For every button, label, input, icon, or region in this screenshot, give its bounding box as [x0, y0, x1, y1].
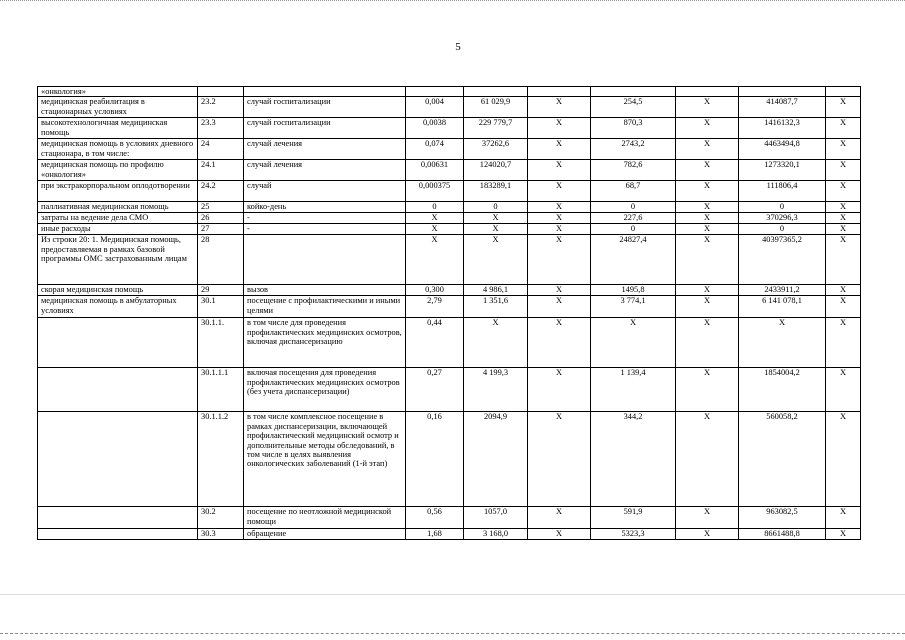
value-cell-7: X — [826, 160, 861, 181]
value-cell-7: X — [826, 181, 861, 202]
value-cell-7 — [826, 87, 861, 97]
value-cell-5: X — [676, 412, 739, 507]
row-unit-cell: случай госпитализации — [244, 97, 406, 118]
value-cell-4: 782,6 — [591, 160, 676, 181]
value-cell-2 — [464, 87, 528, 97]
table-row — [38, 202, 861, 213]
value-cell-5: X — [676, 202, 739, 213]
value-cell-2: X — [464, 213, 528, 224]
row-code-cell: 23.3 — [198, 118, 244, 139]
value-cell-4: 344,2 — [591, 412, 676, 507]
row-name-cell: медицинская реабилитация в стационарных условиях — [38, 97, 198, 118]
value-cell-6: 2433911,2 — [739, 285, 826, 296]
value-cell-2: 183289,1 — [464, 181, 528, 202]
value-cell-6: 414087,7 — [739, 97, 826, 118]
row-unit-cell: посещение с профилактическими и иными целями — [244, 296, 406, 318]
row-name-cell: медицинская помощь в условиях дневного стационара, в том числе: — [38, 139, 198, 160]
value-cell-3: X — [528, 318, 591, 368]
table-row — [38, 368, 861, 412]
value-cell-6: 4463494,8 — [739, 139, 826, 160]
value-cell-6: X — [739, 318, 826, 368]
value-cell-6: 963082,5 — [739, 507, 826, 529]
value-cell-1: 0,0038 — [406, 118, 464, 139]
value-cell-1: 0,00631 — [406, 160, 464, 181]
row-unit-cell: включая посещения для проведения профилактических медицинских осмотров (без учета диспансеризации) — [244, 368, 406, 412]
value-cell-2: 37262,6 — [464, 139, 528, 160]
value-cell-5: X — [676, 318, 739, 368]
value-cell-3: X — [528, 412, 591, 507]
value-cell-3 — [528, 87, 591, 97]
value-cell-4: 1 139,4 — [591, 368, 676, 412]
value-cell-1: 0,074 — [406, 139, 464, 160]
row-unit-cell: - — [244, 224, 406, 235]
value-cell-3: X — [528, 139, 591, 160]
value-cell-4: 0 — [591, 224, 676, 235]
value-cell-4: 1495,8 — [591, 285, 676, 296]
row-unit-cell — [244, 87, 406, 97]
row-unit-cell: посещение по неотложной медицинской помощи — [244, 507, 406, 529]
table-row — [38, 160, 861, 181]
row-code-cell: 30.1.1.1 — [198, 368, 244, 412]
row-name-cell: медицинская помощь в амбулаторных условиях — [38, 296, 198, 318]
row-unit-cell: - — [244, 213, 406, 224]
row-unit-cell: случай госпитализации — [244, 118, 406, 139]
financial-norms-table — [37, 86, 861, 540]
value-cell-4: X — [591, 318, 676, 368]
value-cell-3: X — [528, 181, 591, 202]
value-cell-3: X — [528, 368, 591, 412]
value-cell-4: 870,3 — [591, 118, 676, 139]
row-unit-cell: в том числе для проведения профилактических медицинских осмотров, включая диспансеризацию — [244, 318, 406, 368]
value-cell-2: X — [464, 224, 528, 235]
value-cell-7: X — [826, 529, 861, 540]
value-cell-7: X — [826, 235, 861, 285]
value-cell-6: 40397365,2 — [739, 235, 826, 285]
value-cell-5: X — [676, 529, 739, 540]
value-cell-7: X — [826, 318, 861, 368]
value-cell-2: 4 199,3 — [464, 368, 528, 412]
row-code-cell: 24 — [198, 139, 244, 160]
value-cell-5: X — [676, 296, 739, 318]
row-unit-cell: койко-день — [244, 202, 406, 213]
table-row — [38, 412, 861, 507]
row-unit-cell — [244, 235, 406, 285]
value-cell-2: X — [464, 318, 528, 368]
value-cell-6: 1854004,2 — [739, 368, 826, 412]
row-code-cell: 29 — [198, 285, 244, 296]
value-cell-1: 0,27 — [406, 368, 464, 412]
row-unit-cell: обращение — [244, 529, 406, 540]
row-name-cell — [38, 507, 198, 529]
value-cell-5: X — [676, 160, 739, 181]
value-cell-3: X — [528, 202, 591, 213]
row-code-cell: 30.1.1. — [198, 318, 244, 368]
page-footer-divider — [0, 594, 905, 595]
value-cell-4 — [591, 87, 676, 97]
row-name-cell — [38, 529, 198, 540]
value-cell-5: X — [676, 118, 739, 139]
value-cell-6: 0 — [739, 224, 826, 235]
row-name-cell — [38, 318, 198, 368]
value-cell-5: X — [676, 285, 739, 296]
value-cell-2: 4 986,1 — [464, 285, 528, 296]
row-code-cell: 30.1.1.2 — [198, 412, 244, 507]
value-cell-7: X — [826, 412, 861, 507]
value-cell-5: X — [676, 235, 739, 285]
table-row — [38, 118, 861, 139]
value-cell-2: 124020,7 — [464, 160, 528, 181]
value-cell-4: 68,7 — [591, 181, 676, 202]
row-name-cell: при экстракорпоральном оплодотворении — [38, 181, 198, 202]
row-name-cell: «онкология» — [38, 87, 198, 97]
row-unit-cell: в том числе комплексное посещение в рамках диспансеризации, включающей профилактический медицинский осмотр и дополнительные методы обследований, в том числе в целях выявления онкологических заболеваний (1-й этап) — [244, 412, 406, 507]
value-cell-2: 0 — [464, 202, 528, 213]
value-cell-1: 0,16 — [406, 412, 464, 507]
table-row — [38, 507, 861, 529]
value-cell-5: X — [676, 213, 739, 224]
value-cell-7: X — [826, 139, 861, 160]
value-cell-1: 1,68 — [406, 529, 464, 540]
value-cell-5 — [676, 87, 739, 97]
value-cell-7: X — [826, 507, 861, 529]
value-cell-7: X — [826, 368, 861, 412]
value-cell-4: 5323,3 — [591, 529, 676, 540]
value-cell-1: 0,56 — [406, 507, 464, 529]
value-cell-3: X — [528, 224, 591, 235]
value-cell-5: X — [676, 181, 739, 202]
value-cell-1: X — [406, 224, 464, 235]
value-cell-2: 1057,0 — [464, 507, 528, 529]
value-cell-3: X — [528, 285, 591, 296]
value-cell-7: X — [826, 213, 861, 224]
row-code-cell: 28 — [198, 235, 244, 285]
value-cell-5: X — [676, 224, 739, 235]
row-code-cell — [198, 87, 244, 97]
value-cell-6: 0 — [739, 202, 826, 213]
value-cell-1: 2,79 — [406, 296, 464, 318]
row-unit-cell: случай — [244, 181, 406, 202]
table-row — [38, 213, 861, 224]
row-code-cell: 27 — [198, 224, 244, 235]
value-cell-1: 0,000375 — [406, 181, 464, 202]
row-name-cell: Из строки 20: 1. Медицинская помощь, предоставляемая в рамках базовой программы ОМС застрахованным лицам — [38, 235, 198, 285]
value-cell-1 — [406, 87, 464, 97]
scan-edge-top — [0, 0, 905, 11]
table-row — [38, 285, 861, 296]
row-name-cell — [38, 368, 198, 412]
table-row — [38, 296, 861, 318]
value-cell-6: 6 141 078,1 — [739, 296, 826, 318]
value-cell-2: 3 168,0 — [464, 529, 528, 540]
row-name-cell: иные расходы — [38, 224, 198, 235]
scan-edge-bottom — [0, 631, 905, 634]
value-cell-5: X — [676, 507, 739, 529]
value-cell-4: 591,9 — [591, 507, 676, 529]
value-cell-5: X — [676, 139, 739, 160]
value-cell-1: 0,44 — [406, 318, 464, 368]
value-cell-3: X — [528, 296, 591, 318]
value-cell-6: 8661488,8 — [739, 529, 826, 540]
value-cell-4: 254,5 — [591, 97, 676, 118]
value-cell-6 — [739, 87, 826, 97]
row-name-cell — [38, 412, 198, 507]
value-cell-5: X — [676, 368, 739, 412]
row-code-cell: 30.2 — [198, 507, 244, 529]
row-code-cell: 23.2 — [198, 97, 244, 118]
value-cell-3: X — [528, 507, 591, 529]
value-cell-3: X — [528, 118, 591, 139]
value-cell-3: X — [528, 529, 591, 540]
value-cell-2: 2094,9 — [464, 412, 528, 507]
value-cell-6: 1273320,1 — [739, 160, 826, 181]
row-code-cell: 24.1 — [198, 160, 244, 181]
value-cell-7: X — [826, 296, 861, 318]
row-code-cell: 30.3 — [198, 529, 244, 540]
row-code-cell: 30.1 — [198, 296, 244, 318]
value-cell-6: 111806,4 — [739, 181, 826, 202]
value-cell-2: X — [464, 235, 528, 285]
value-cell-7: X — [826, 97, 861, 118]
table-row — [38, 87, 861, 97]
value-cell-2: 61 029,9 — [464, 97, 528, 118]
value-cell-1: 0 — [406, 202, 464, 213]
page-number: 5 — [455, 41, 461, 53]
row-name-cell: высокотехнологичная медицинская помощь — [38, 118, 198, 139]
value-cell-1: X — [406, 213, 464, 224]
table-row — [38, 139, 861, 160]
row-code-cell: 26 — [198, 213, 244, 224]
row-code-cell: 25 — [198, 202, 244, 213]
row-name-cell: затраты на ведение дела СМО — [38, 213, 198, 224]
row-name-cell: медицинская помощь по профилю «онкология» — [38, 160, 198, 181]
value-cell-4: 3 774,1 — [591, 296, 676, 318]
value-cell-3: X — [528, 160, 591, 181]
value-cell-7: X — [826, 202, 861, 213]
value-cell-7: X — [826, 285, 861, 296]
table-row — [38, 181, 861, 202]
table-row — [38, 235, 861, 285]
value-cell-5: X — [676, 97, 739, 118]
value-cell-1: 0,004 — [406, 97, 464, 118]
table-body — [38, 87, 861, 540]
value-cell-4: 227,6 — [591, 213, 676, 224]
value-cell-1: 0,300 — [406, 285, 464, 296]
row-code-cell: 24.2 — [198, 181, 244, 202]
value-cell-3: X — [528, 235, 591, 285]
value-cell-2: 1 351,6 — [464, 296, 528, 318]
value-cell-6: 560058,2 — [739, 412, 826, 507]
value-cell-4: 2743,2 — [591, 139, 676, 160]
value-cell-7: X — [826, 118, 861, 139]
value-cell-4: 0 — [591, 202, 676, 213]
row-unit-cell: вызов — [244, 285, 406, 296]
row-unit-cell: случай лечения — [244, 160, 406, 181]
row-name-cell: скорая медицинская помощь — [38, 285, 198, 296]
table-row — [38, 97, 861, 118]
value-cell-3: X — [528, 97, 591, 118]
value-cell-6: 370296,3 — [739, 213, 826, 224]
table-row — [38, 529, 861, 540]
row-unit-cell: случай лечения — [244, 139, 406, 160]
row-name-cell: паллиативная медицинская помощь — [38, 202, 198, 213]
value-cell-6: 1416132,3 — [739, 118, 826, 139]
value-cell-7: X — [826, 224, 861, 235]
value-cell-1: X — [406, 235, 464, 285]
value-cell-3: X — [528, 213, 591, 224]
table-row — [38, 224, 861, 235]
value-cell-2: 229 779,7 — [464, 118, 528, 139]
table-row — [38, 318, 861, 368]
value-cell-4: 24827,4 — [591, 235, 676, 285]
